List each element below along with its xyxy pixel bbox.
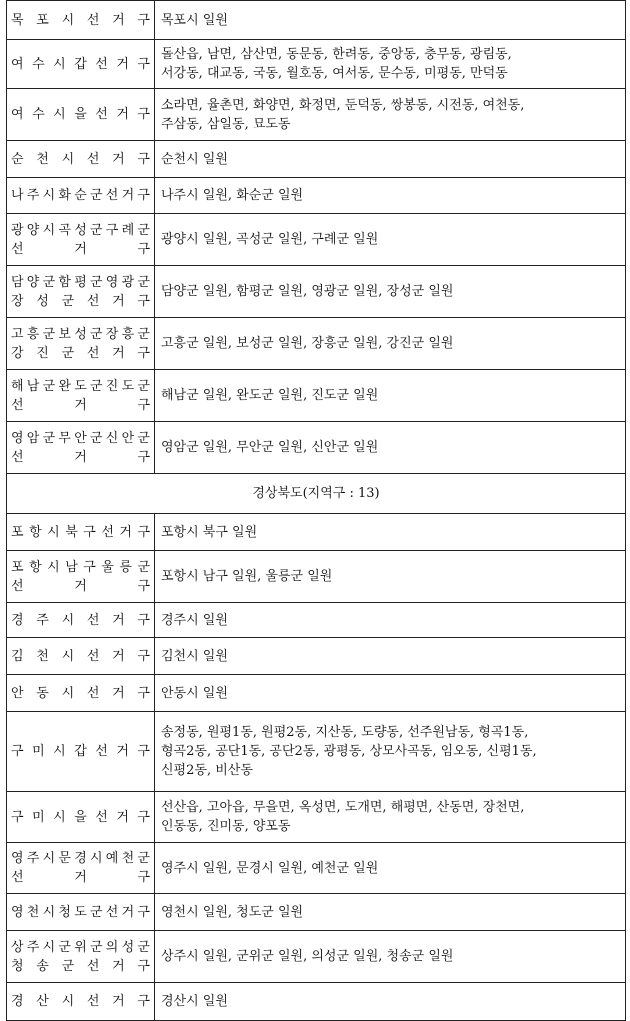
area-line: 영천시 일원, 청도군 일원 [161,904,304,920]
table-row [7,178,626,214]
district-name-line: 경 주 시 선 거 구 [11,612,150,628]
table-row [7,551,626,603]
area-line: 목포시 일원 [161,12,228,28]
district-name-line: 영 암 군 무 안 군 신 안 군 [11,430,150,446]
area-cell [155,422,626,474]
district-name-line: 상 주 시 군 위 군 의 성 군 [11,939,150,955]
table-row [7,675,626,712]
table-row [7,266,626,318]
district-name-cell [7,931,155,983]
area-line: 상주시 일원, 군위군 일원, 의성군 일원, 청송군 일원 [161,949,454,964]
table-row [7,214,626,266]
district-name-cell [7,40,155,89]
section-header-row [7,474,626,514]
district-name-cell [7,266,155,318]
district-name-line: 여 수 시 을 선 거 구 [11,107,150,122]
table-row [7,370,626,422]
area-cell [155,1,626,40]
table-row [7,603,626,638]
district-name-cell [7,894,155,931]
district-name-line: 영 주 시 문 경 시 예 천 군 [11,851,150,866]
area-line: 김천시 일원 [161,648,228,664]
area-line: 선산읍, 고아읍, 무을면, 옥성면, 도개면, 해평면, 산동면, 장천면, [161,800,525,815]
area-line: 돌산읍, 남면, 삼산면, 동문동, 한려동, 중앙동, 충무동, 광림동, [161,47,512,62]
district-name-cell [7,792,155,843]
area-line: 해남군 일원, 완도군 일원, 진도군 일원 [161,388,379,403]
area-line: 담양군 일원, 함평군 일원, 영광군 일원, 장성군 일원 [161,284,454,299]
area-line: 안동시 일원 [161,685,228,701]
area-line: 나주시 일원, 화순군 일원 [161,188,304,203]
district-name-cell [7,422,155,474]
area-line: 인동동, 진미동, 양포동 [161,819,291,834]
district-name-line: 경 산 시 선 거 구 [11,994,150,1009]
district-name-cell [7,603,155,638]
district-name-line: 선 거 구 [11,578,150,594]
district-name-line: 목 포 시 선 거 구 [11,12,150,28]
area-cell [155,40,626,89]
area-cell [155,214,626,266]
district-name-line: 구 미 시 을 선 거 구 [11,809,150,825]
area-line: 포항시 남구 일원, 울릉군 일원 [161,569,333,584]
district-name-cell [7,514,155,551]
area-line: 소라면, 율촌면, 화양면, 화정면, 둔덕동, 쌍봉동, 시전동, 여천동, [161,97,525,113]
district-name-line: 나 주 시 화 순 군 선 거 구 [11,188,150,203]
table-row [7,931,626,983]
district-name-cell [7,178,155,214]
area-cell [155,551,626,603]
area-line: 형곡2동, 공단1동, 공단2동, 광평동, 상모사곡동, 임오동, 신평1동, [161,744,537,759]
district-name-line: 선 거 구 [11,449,150,465]
area-cell [155,894,626,931]
district-name-cell [7,214,155,266]
district-name-cell [7,638,155,675]
district-name-cell [7,1,155,40]
district-name-line: 해 남 군 완 도 군 진 도 군 [11,378,150,394]
district-name-line: 포 항 시 북 구 선 거 구 [11,524,150,540]
area-line: 영주시 일원, 문경시 일원, 예천군 일원 [161,860,379,876]
area-cell [155,675,626,712]
district-name-cell [7,843,155,894]
area-line: 순천시 일원 [161,151,228,167]
area-cell [155,931,626,983]
district-name-line: 김 천 시 선 거 구 [11,648,150,664]
district-name-cell [7,712,155,792]
district-name-line: 선 거 구 [11,397,150,413]
table-row [7,1,626,40]
district-name-line: 선 거 구 [11,241,150,257]
district-name-line: 청 송 군 선 거 구 [11,958,150,974]
district-name-line: 포 항 시 남 구 울 릉 군 [11,559,150,575]
area-cell [155,266,626,318]
district-name-line: 광 양 시 곡 성 군 구 례 군 [11,222,150,238]
area-line: 포항시 북구 일원 [161,524,258,540]
district-name-line: 장 성 군 선 거 구 [11,293,150,309]
area-cell [155,141,626,178]
district-name-line: 영 천 시 청 도 군 선 거 구 [11,904,150,920]
area-cell [155,603,626,638]
table-row [7,89,626,141]
area-line: 고흥군 일원, 보성군 일원, 장흥군 일원, 강진군 일원 [161,336,454,351]
area-cell [155,712,626,792]
table-row [7,843,626,894]
area-line: 영암군 일원, 무안군 일원, 신안군 일원 [161,440,379,455]
district-table [6,0,626,1021]
area-line: 경주시 일원 [161,612,228,628]
area-cell [155,318,626,370]
district-name-cell [7,318,155,370]
district-name-cell [7,551,155,603]
area-line: 주삼동, 삼일동, 묘도동 [161,116,291,132]
district-name-line: 담 양 군 함 평 군 영 광 군 [11,274,150,290]
area-line: 경산시 일원 [161,994,228,1009]
area-line: 서강동, 대교동, 국동, 월호동, 여서동, 문수동, 미평동, 만덕동 [161,66,508,81]
area-cell [155,370,626,422]
district-name-line: 순 천 시 선 거 구 [11,151,150,167]
district-name-line: 선 거 구 [11,870,150,885]
district-name-cell [7,370,155,422]
table-row [7,318,626,370]
area-cell [155,792,626,843]
district-name-cell [7,141,155,178]
area-line: 송정동, 원평1동, 원평2동, 지산동, 도량동, 선주원남동, 형곡1동, [161,725,529,740]
area-cell [155,178,626,214]
section-title: 경상북도(지역구 : 13) [7,474,626,514]
table-row [7,638,626,675]
area-line: 광양시 일원, 곡성군 일원, 구례군 일원 [161,232,379,247]
area-cell [155,843,626,894]
district-name-cell [7,89,155,141]
table-row [7,792,626,843]
district-name-line: 여 수 시 갑 선 거 구 [11,56,150,72]
area-line: 신평2동, 비산동 [161,763,253,778]
district-name-line: 고 흥 군 보 성 군 장 흥 군 [11,326,150,342]
table-row [7,514,626,551]
area-cell [155,89,626,141]
table-row [7,712,626,792]
table-row [7,422,626,474]
area-cell [155,514,626,551]
district-name-line: 안 동 시 선 거 구 [11,685,150,701]
table-row [7,894,626,931]
district-name-line: 강 진 군 선 거 구 [11,345,150,361]
district-name-line: 구 미 시 갑 선 거 구 [11,744,150,759]
table-row [7,141,626,178]
table-row [7,40,626,89]
district-name-cell [7,675,155,712]
area-cell [155,638,626,675]
